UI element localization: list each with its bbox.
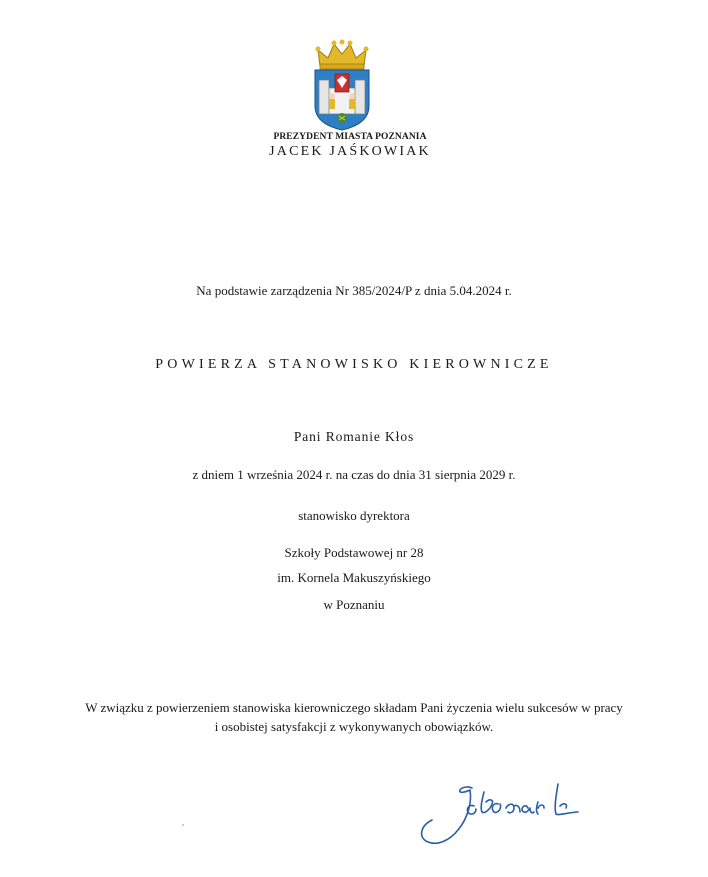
handwritten-signature-icon	[410, 778, 590, 848]
school-patron: im. Kornela Makuszyńskiego	[277, 570, 431, 585]
issuer-name: JACEK JAŚKOWIAK	[269, 144, 431, 159]
closing-wishes-line1: W związku z powierzeniem stanowiska kierowniczego składam Pani życzenia wielu sukcesów w pracy	[85, 700, 623, 715]
position-title: stanowisko dyrektora	[298, 508, 410, 523]
document-heading: POWIERZA STANOWISKO KIEROWNICZE	[155, 357, 553, 372]
closing-wishes-line2: i osobistej satysfakcji z wykonywanych obowiązków.	[214, 719, 494, 734]
issuer-office: PREZYDENT MIASTA POZNANIA	[273, 132, 427, 142]
school-city: w Poznaniu	[323, 597, 385, 612]
poznan-coat-of-arms-icon	[306, 36, 378, 132]
recipient-name: Pani Romanie Kłos	[293, 429, 415, 444]
appointment-period: z dniem 1 września 2024 r. na czas do dnia 31 sierpnia 2029 r.	[192, 467, 516, 482]
scan-speck	[182, 824, 184, 826]
legal-basis: Na podstawie zarządzenia Nr 385/2024/P z dnia 5.04.2024 r.	[196, 283, 512, 298]
school-name: Szkoły Podstawowej nr 28	[284, 545, 424, 560]
